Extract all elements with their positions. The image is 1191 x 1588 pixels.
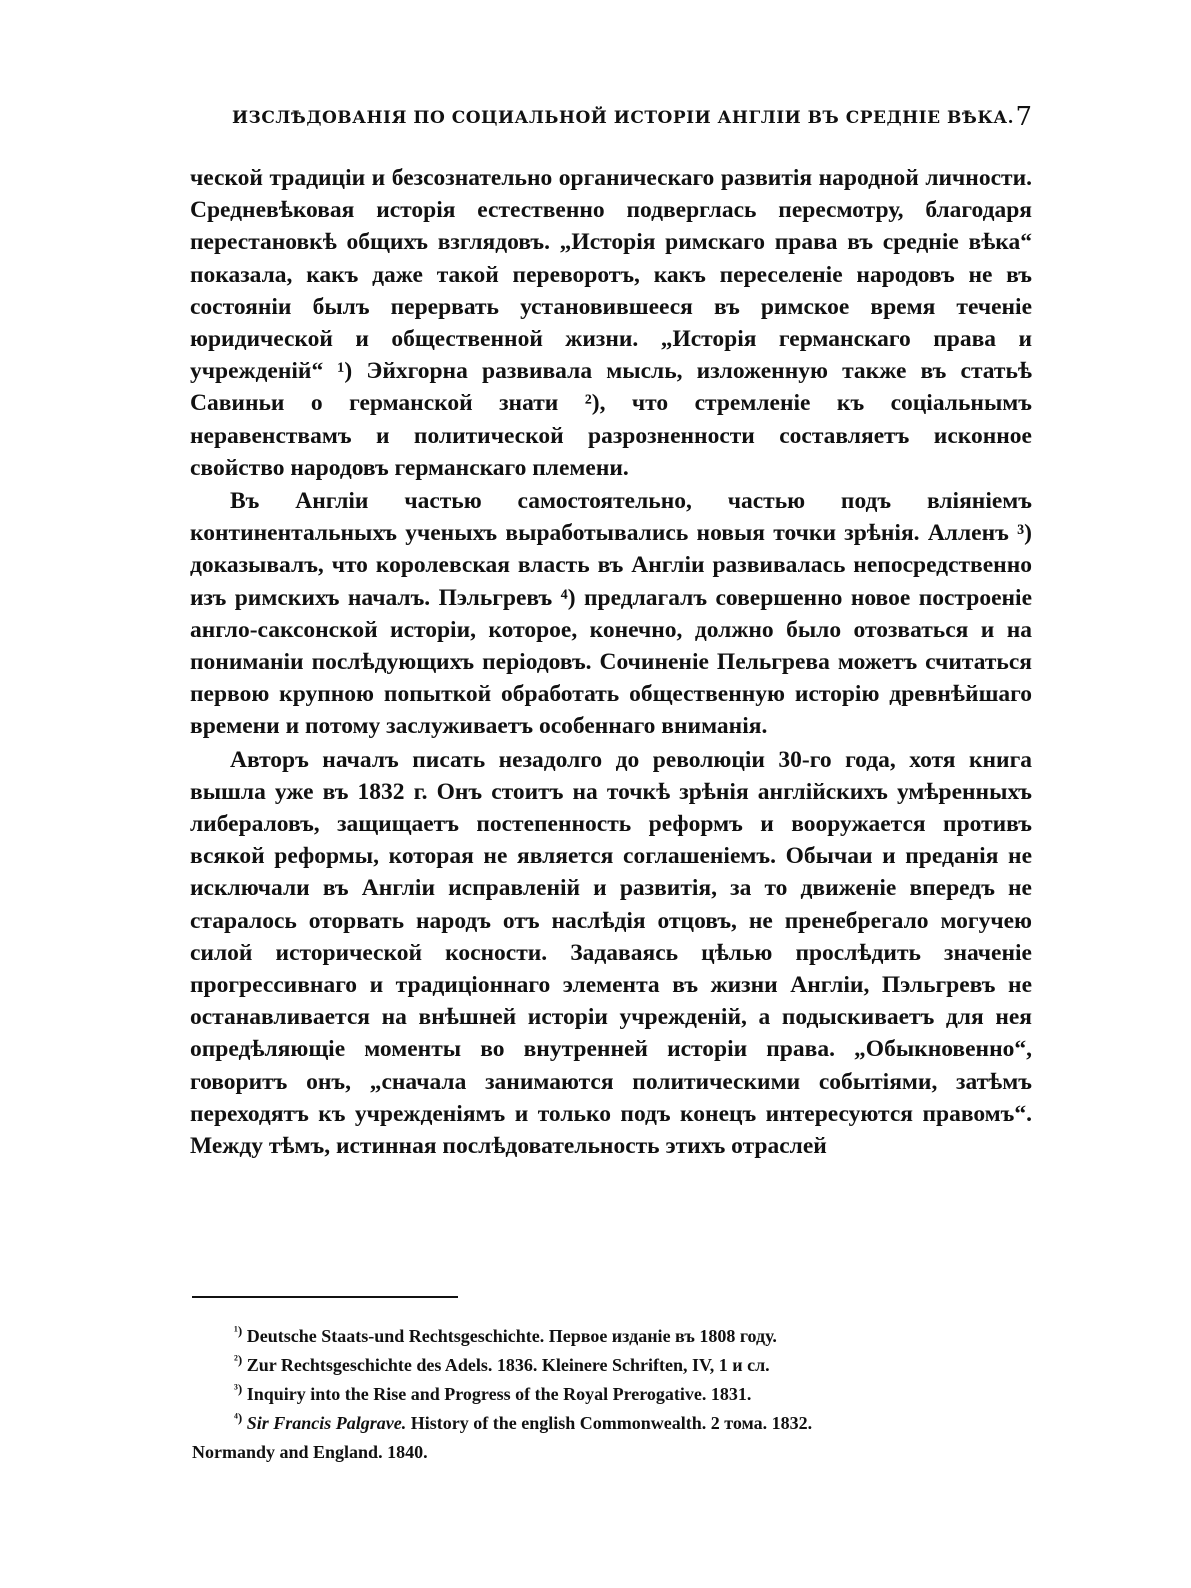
footnote-4 <box>192 1409 1034 1438</box>
page-number: 7 <box>1015 102 1032 132</box>
footnote-marker: ³) <box>234 1381 243 1396</box>
footnote-marker: ¹) <box>234 1323 243 1338</box>
footnote-4-continuation: Normandy and England. 1840. <box>192 1442 428 1462</box>
footnote-3 <box>192 1380 1034 1409</box>
footnote-text: Deutsche Staats-und Rechtsgeschichte. Первое изданіе въ 1808 году. <box>246 1326 777 1346</box>
footnote-marker: ²) <box>234 1352 243 1367</box>
footnotes <box>192 1322 1034 1467</box>
footnote-text: Inquiry into the Rise and Progress of the Royal Prerogative. 1831. <box>246 1384 752 1404</box>
footnote-1 <box>192 1322 1034 1351</box>
footnote-author: Sir Francis Palgrave. <box>246 1413 407 1433</box>
main-text <box>190 162 1032 1163</box>
footnote-text: History of the english Commonwealth. 2 тома. 1832. <box>410 1413 813 1433</box>
paragraph: ческой традиціи и безсознательно органическаго развитія народной личности. Средневѣковая исторія естественно подверглась пересмотру, благодаря перестановкѣ общихъ взглядовъ. „Исторія римскаго права въ средніе вѣка“ показала, какъ даже такой переворотъ, какъ переселеніе народовъ не въ состояніи былъ перервать установившееся въ римское время теченіе юридической и общественной жизни. „Исторія германскаго права и учрежденій“ ¹) Эйхгорна развивала мысль, изложенную также въ статьѣ Савиньи о германской знати ²), что стремленіе къ соціальнымъ неравенствамъ и политической разрозненности составляетъ исконное свойство народовъ германскаго племени. <box>190 165 1032 481</box>
footnote-2 <box>192 1351 1034 1380</box>
paragraph: Въ Англіи частью самостоятельно, частью подъ вліяніемъ континентальныхъ ученыхъ выработывались новыя точки зрѣнія. Алленъ ³) доказывалъ, что королевская власть въ Англіи развивалась непосредственно изъ римскихъ началъ. Пэльгревъ ⁴) предлагалъ совершенно новое построеніе англо-саксонской исторіи, которое, конечно, должно было отозваться и на пониманіи послѣдующихъ періодовъ. Сочиненіе Пельгрева можетъ считаться первою крупною попыткой обработать общественную исторію древнѣйшаго времени и потому заслуживаетъ особеннаго вниманія. <box>190 488 1032 740</box>
footnote-text: Zur Rechtsgeschichte des Adels. 1836. Kleinere Schriften, IV, 1 и сл. <box>246 1355 770 1375</box>
running-header <box>190 102 1032 134</box>
footnote-separator <box>192 1296 458 1298</box>
footnote-marker: ⁴) <box>234 1410 243 1425</box>
running-title: ИЗСЛѢДОВАНІЯ ПО СОЦИАЛЬНОЙ ИСТОРІИ АНГЛІИ ВЪ СРЕДНІЕ ВѢКА. <box>232 108 1015 128</box>
paragraph: Авторъ началъ писать незадолго до революціи 30-го года, хотя книга вышла уже въ 1832 г. Онъ стоитъ на точкѣ зрѣнія англійскихъ умѣренныхъ либераловъ, защищаетъ постепенность реформъ и вооружается противъ всякой реформы, которая не является соглашеніемъ. Обычаи и преданія не исключали въ Англіи исправленій и развитія, за то движеніе впередъ не старалось оторвать народъ отъ наслѣдія отцовъ, не пренебрегало могучею силой исторической косности. Задаваясь цѣлью прослѣдить значеніе прогрессивнаго и традиціоннаго элемента въ жизни Англіи, Пэльгревъ не останавливается на внѣшней исторіи учрежденій, а подыскиваетъ для нея опредѣляющіе моменты во внутренней исторіи права. „Обыкновенно“, говоритъ онъ, „сначала занимаются политическими событіями, затѣмъ переходятъ къ учрежденіямъ и только подъ конецъ интересуются правомъ“. Между тѣмъ, истинная послѣдовательность этихъ отраслей <box>190 746 1032 1160</box>
